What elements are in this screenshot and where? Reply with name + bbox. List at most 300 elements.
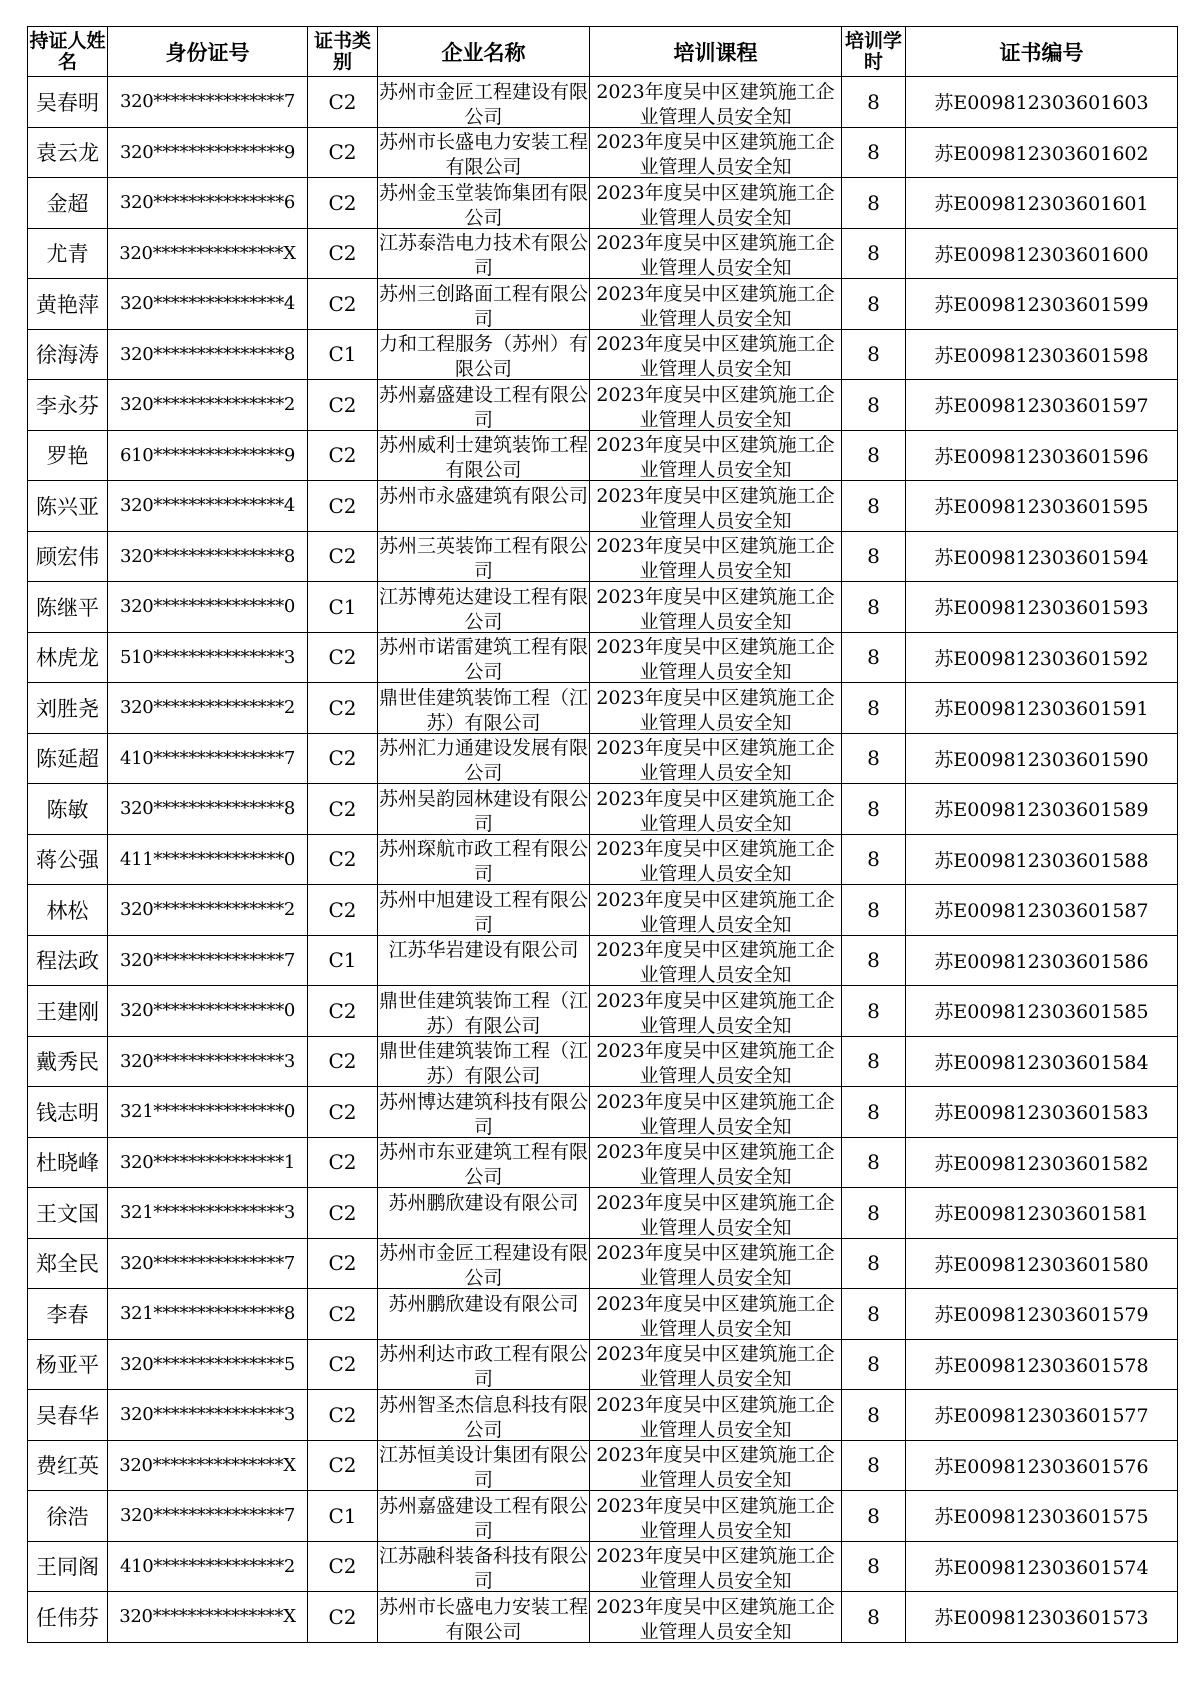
cell-cert-type: C2 bbox=[308, 127, 378, 178]
cell-company-text: 力和工程服务（苏州）有限公司 bbox=[378, 333, 588, 379]
cell-hours: 8 bbox=[842, 683, 906, 734]
cell-hours: 8 bbox=[842, 1440, 906, 1491]
cell-company-text: 苏州三英装饰工程有限公司 bbox=[378, 535, 588, 581]
table-row bbox=[28, 430, 1178, 481]
cell-cert-type: C2 bbox=[308, 784, 378, 835]
header-id-number: 身份证号 bbox=[108, 27, 308, 77]
cell-cert-no: 苏E009812303601593 bbox=[906, 582, 1178, 633]
header-cert-no: 证书编号 bbox=[906, 27, 1178, 77]
cell-company bbox=[378, 178, 590, 229]
cell-id-number: 320***************8 bbox=[108, 531, 308, 582]
cell-holder-name: 金超 bbox=[28, 178, 108, 229]
cell-id-number: 320***************7 bbox=[108, 77, 308, 128]
cell-course-text: 2023年度吴中区建筑施工企业管理人员安全知 bbox=[596, 838, 835, 884]
cell-company-text: 苏州三创路面工程有限公司 bbox=[378, 282, 588, 328]
cell-course-text: 2023年度吴中区建筑施工企业管理人员安全知 bbox=[596, 737, 835, 783]
table-row bbox=[28, 228, 1178, 279]
cell-company bbox=[378, 1188, 590, 1239]
cell-company bbox=[378, 784, 590, 835]
cell-holder-name: 李春 bbox=[28, 1289, 108, 1340]
table-row bbox=[28, 683, 1178, 734]
table-row bbox=[28, 885, 1178, 936]
cell-cert-type: C2 bbox=[308, 531, 378, 582]
cell-cert-type: C2 bbox=[308, 481, 378, 532]
cell-cert-type: C2 bbox=[308, 834, 378, 885]
cell-id-number: 320***************2 bbox=[108, 885, 308, 936]
cell-course bbox=[590, 1238, 842, 1289]
cell-company bbox=[378, 582, 590, 633]
cell-id-number: 320***************7 bbox=[108, 1238, 308, 1289]
cell-cert-no: 苏E009812303601603 bbox=[906, 77, 1178, 128]
cell-company-text: 苏州汇力通建设发展有限公司 bbox=[378, 737, 588, 783]
cell-holder-name: 任伟芬 bbox=[28, 1592, 108, 1643]
cell-holder-name: 徐浩 bbox=[28, 1491, 108, 1542]
cell-id-number: 320***************3 bbox=[108, 1390, 308, 1441]
cell-id-number: 320***************4 bbox=[108, 481, 308, 532]
cell-cert-no: 苏E009812303601594 bbox=[906, 531, 1178, 582]
cell-id-number: 411***************0 bbox=[108, 834, 308, 885]
cell-holder-name: 徐海涛 bbox=[28, 329, 108, 380]
cell-hours: 8 bbox=[842, 1087, 906, 1138]
table-row bbox=[28, 1339, 1178, 1390]
cell-course bbox=[590, 279, 842, 330]
cell-course bbox=[590, 935, 842, 986]
cell-cert-no: 苏E009812303601589 bbox=[906, 784, 1178, 835]
cell-course-text: 2023年度吴中区建筑施工企业管理人员安全知 bbox=[596, 1090, 835, 1136]
cell-company bbox=[378, 834, 590, 885]
table-row bbox=[28, 1087, 1178, 1138]
table-row bbox=[28, 178, 1178, 229]
cell-holder-name: 尤青 bbox=[28, 228, 108, 279]
cell-company-text: 苏州琛航市政工程有限公司 bbox=[378, 838, 588, 884]
cell-company bbox=[378, 632, 590, 683]
cell-cert-type: C2 bbox=[308, 1440, 378, 1491]
table-row bbox=[28, 935, 1178, 986]
cell-course-text: 2023年度吴中区建筑施工企业管理人员安全知 bbox=[596, 1040, 835, 1086]
cell-id-number: 321***************8 bbox=[108, 1289, 308, 1340]
cell-cert-type: C1 bbox=[308, 582, 378, 633]
cell-id-number: 320***************1 bbox=[108, 1137, 308, 1188]
cell-cert-no: 苏E009812303601597 bbox=[906, 380, 1178, 431]
header-row bbox=[28, 27, 1178, 77]
cell-cert-no: 苏E009812303601591 bbox=[906, 683, 1178, 734]
cell-holder-name: 蒋公强 bbox=[28, 834, 108, 885]
cell-hours: 8 bbox=[842, 1491, 906, 1542]
cell-holder-name: 王同阁 bbox=[28, 1541, 108, 1592]
cell-cert-no: 苏E009812303601586 bbox=[906, 935, 1178, 986]
cell-cert-type: C2 bbox=[308, 77, 378, 128]
cell-id-number: 320***************8 bbox=[108, 329, 308, 380]
cell-company-text: 苏州市诺雷建筑工程有限公司 bbox=[378, 636, 588, 682]
cell-hours: 8 bbox=[842, 127, 906, 178]
cell-course-text: 2023年度吴中区建筑施工企业管理人员安全知 bbox=[596, 383, 835, 429]
cell-hours: 8 bbox=[842, 531, 906, 582]
cell-hours: 8 bbox=[842, 430, 906, 481]
cell-course-text: 2023年度吴中区建筑施工企业管理人员安全知 bbox=[596, 181, 835, 227]
cell-course bbox=[590, 430, 842, 481]
cell-company bbox=[378, 1339, 590, 1390]
cell-holder-name: 程法政 bbox=[28, 935, 108, 986]
cell-course-text: 2023年度吴中区建筑施工企业管理人员安全知 bbox=[596, 636, 835, 682]
cell-id-number: 610***************9 bbox=[108, 430, 308, 481]
cell-holder-name: 郑全民 bbox=[28, 1238, 108, 1289]
cell-company-text: 苏州金玉堂装饰集团有限公司 bbox=[378, 181, 588, 227]
cell-course-text: 2023年度吴中区建筑施工企业管理人员安全知 bbox=[596, 1343, 835, 1389]
table-row bbox=[28, 986, 1178, 1037]
table-row bbox=[28, 1036, 1178, 1087]
cell-cert-no: 苏E009812303601580 bbox=[906, 1238, 1178, 1289]
cell-cert-type: C2 bbox=[308, 885, 378, 936]
cell-holder-name: 王文国 bbox=[28, 1188, 108, 1239]
cell-course-text: 2023年度吴中区建筑施工企业管理人员安全知 bbox=[596, 535, 835, 581]
cell-cert-type: C2 bbox=[308, 1188, 378, 1239]
cell-company-text: 苏州威利士建筑装饰工程有限公司 bbox=[378, 434, 588, 480]
cell-cert-no: 苏E009812303601583 bbox=[906, 1087, 1178, 1138]
cell-course-text: 2023年度吴中区建筑施工企业管理人员安全知 bbox=[596, 282, 835, 328]
cell-id-number: 320***************0 bbox=[108, 986, 308, 1037]
cell-holder-name: 顾宏伟 bbox=[28, 531, 108, 582]
cell-company bbox=[378, 1491, 590, 1542]
cell-company-text: 苏州智圣杰信息科技有限公司 bbox=[378, 1393, 588, 1439]
cell-company bbox=[378, 228, 590, 279]
table-row bbox=[28, 531, 1178, 582]
cell-course-text: 2023年度吴中区建筑施工企业管理人员安全知 bbox=[596, 1242, 835, 1288]
cell-hours: 8 bbox=[842, 1137, 906, 1188]
cell-hours: 8 bbox=[842, 228, 906, 279]
table-row bbox=[28, 1440, 1178, 1491]
table-row bbox=[28, 380, 1178, 431]
cell-cert-no: 苏E009812303601578 bbox=[906, 1339, 1178, 1390]
cell-company-text: 苏州市长盛电力安装工程有限公司 bbox=[378, 131, 588, 177]
header-hours: 培训学时 bbox=[842, 27, 906, 77]
cell-company-text: 苏州嘉盛建设工程有限公司 bbox=[378, 1494, 588, 1540]
cell-id-number: 320***************X bbox=[108, 1592, 308, 1643]
cell-cert-no: 苏E009812303601587 bbox=[906, 885, 1178, 936]
cell-hours: 8 bbox=[842, 481, 906, 532]
cell-course bbox=[590, 632, 842, 683]
cell-course-text: 2023年度吴中区建筑施工企业管理人员安全知 bbox=[596, 1595, 835, 1641]
cell-id-number: 410***************2 bbox=[108, 1541, 308, 1592]
cell-holder-name: 陈敏 bbox=[28, 784, 108, 835]
cell-course-text: 2023年度吴中区建筑施工企业管理人员安全知 bbox=[596, 888, 835, 934]
cell-company bbox=[378, 77, 590, 128]
cell-id-number: 320***************3 bbox=[108, 1036, 308, 1087]
cell-company bbox=[378, 935, 590, 986]
cell-company bbox=[378, 430, 590, 481]
cell-hours: 8 bbox=[842, 986, 906, 1037]
cell-holder-name: 吴春明 bbox=[28, 77, 108, 128]
cell-company bbox=[378, 683, 590, 734]
cell-cert-type: C2 bbox=[308, 1036, 378, 1087]
cell-company-text: 江苏泰浩电力技术有限公司 bbox=[378, 232, 588, 278]
cell-holder-name: 袁云龙 bbox=[28, 127, 108, 178]
cell-course-text: 2023年度吴中区建筑施工企业管理人员安全知 bbox=[596, 787, 835, 833]
cell-holder-name: 吴春华 bbox=[28, 1390, 108, 1441]
cell-cert-type: C2 bbox=[308, 1238, 378, 1289]
cell-course bbox=[590, 1541, 842, 1592]
cell-course bbox=[590, 1137, 842, 1188]
header-course: 培训课程 bbox=[590, 27, 842, 77]
cell-id-number: 320***************4 bbox=[108, 279, 308, 330]
cell-holder-name: 刘胜尧 bbox=[28, 683, 108, 734]
cell-cert-type: C2 bbox=[308, 632, 378, 683]
cell-hours: 8 bbox=[842, 1390, 906, 1441]
cell-company-text: 苏州吴韵园林建设有限公司 bbox=[378, 787, 588, 833]
table-row bbox=[28, 784, 1178, 835]
cell-course-text: 2023年度吴中区建筑施工企业管理人员安全知 bbox=[596, 484, 835, 530]
cell-company-text: 江苏博苑达建设工程有限公司 bbox=[378, 585, 588, 631]
cell-company bbox=[378, 481, 590, 532]
cell-cert-no: 苏E009812303601602 bbox=[906, 127, 1178, 178]
cell-course-text: 2023年度吴中区建筑施工企业管理人员安全知 bbox=[596, 1292, 835, 1338]
cell-company bbox=[378, 127, 590, 178]
cell-company-text: 苏州博达建筑科技有限公司 bbox=[378, 1090, 588, 1136]
cell-course-text: 2023年度吴中区建筑施工企业管理人员安全知 bbox=[596, 989, 835, 1035]
cell-hours: 8 bbox=[842, 784, 906, 835]
cell-hours: 8 bbox=[842, 279, 906, 330]
table-row bbox=[28, 1491, 1178, 1542]
cell-course-text: 2023年度吴中区建筑施工企业管理人员安全知 bbox=[596, 232, 835, 278]
cell-id-number: 320***************7 bbox=[108, 935, 308, 986]
table-row bbox=[28, 582, 1178, 633]
cell-company bbox=[378, 885, 590, 936]
cell-id-number: 320***************8 bbox=[108, 784, 308, 835]
certificate-roster-table bbox=[27, 26, 1178, 1643]
cell-course bbox=[590, 1390, 842, 1441]
cell-cert-no: 苏E009812303601584 bbox=[906, 1036, 1178, 1087]
cell-cert-type: C2 bbox=[308, 733, 378, 784]
cell-holder-name: 王建刚 bbox=[28, 986, 108, 1037]
table-row bbox=[28, 329, 1178, 380]
cell-hours: 8 bbox=[842, 77, 906, 128]
table-row bbox=[28, 632, 1178, 683]
cell-cert-no: 苏E009812303601590 bbox=[906, 733, 1178, 784]
cell-hours: 8 bbox=[842, 1541, 906, 1592]
cell-hours: 8 bbox=[842, 935, 906, 986]
cell-company bbox=[378, 329, 590, 380]
cell-company bbox=[378, 1541, 590, 1592]
cell-id-number: 410***************7 bbox=[108, 733, 308, 784]
cell-holder-name: 陈继平 bbox=[28, 582, 108, 633]
cell-hours: 8 bbox=[842, 380, 906, 431]
cell-holder-name: 罗艳 bbox=[28, 430, 108, 481]
table-row bbox=[28, 1238, 1178, 1289]
cell-company-text: 鼎世佳建筑装饰工程（江苏）有限公司 bbox=[378, 1040, 588, 1086]
cell-course-text: 2023年度吴中区建筑施工企业管理人员安全知 bbox=[596, 434, 835, 480]
cell-course bbox=[590, 1592, 842, 1643]
cell-hours: 8 bbox=[842, 1238, 906, 1289]
cell-cert-type: C2 bbox=[308, 1137, 378, 1188]
cell-cert-no: 苏E009812303601592 bbox=[906, 632, 1178, 683]
table-row bbox=[28, 1541, 1178, 1592]
cell-course bbox=[590, 834, 842, 885]
cell-course bbox=[590, 1036, 842, 1087]
table-row bbox=[28, 481, 1178, 532]
cell-course-text: 2023年度吴中区建筑施工企业管理人员安全知 bbox=[596, 1393, 835, 1439]
cell-course bbox=[590, 1491, 842, 1542]
cell-cert-type: C1 bbox=[308, 329, 378, 380]
cell-company bbox=[378, 1390, 590, 1441]
cell-id-number: 320***************2 bbox=[108, 380, 308, 431]
cell-course bbox=[590, 784, 842, 835]
cell-hours: 8 bbox=[842, 1036, 906, 1087]
cell-course bbox=[590, 178, 842, 229]
cell-company-text: 苏州市金匠工程建设有限公司 bbox=[378, 80, 588, 126]
cell-cert-type: C2 bbox=[308, 380, 378, 431]
cell-course bbox=[590, 380, 842, 431]
cell-course bbox=[590, 329, 842, 380]
table-row bbox=[28, 1390, 1178, 1441]
cell-course bbox=[590, 1087, 842, 1138]
cell-course-text: 2023年度吴中区建筑施工企业管理人员安全知 bbox=[596, 131, 835, 177]
cell-company bbox=[378, 1289, 590, 1340]
cell-company-text: 苏州鹏欣建设有限公司 bbox=[388, 1191, 579, 1214]
cell-company-text: 苏州中旭建设工程有限公司 bbox=[378, 888, 588, 934]
cell-hours: 8 bbox=[842, 834, 906, 885]
cell-company bbox=[378, 1137, 590, 1188]
cell-id-number: 320***************X bbox=[108, 1440, 308, 1491]
cell-course-text: 2023年度吴中区建筑施工企业管理人员安全知 bbox=[596, 1494, 835, 1540]
cell-course bbox=[590, 531, 842, 582]
cell-cert-no: 苏E009812303601596 bbox=[906, 430, 1178, 481]
cell-company bbox=[378, 1036, 590, 1087]
cell-company bbox=[378, 1087, 590, 1138]
cell-course bbox=[590, 885, 842, 936]
cell-hours: 8 bbox=[842, 178, 906, 229]
cell-company bbox=[378, 986, 590, 1037]
cell-company-text: 苏州市长盛电力安装工程有限公司 bbox=[378, 1595, 588, 1641]
cell-cert-no: 苏E009812303601575 bbox=[906, 1491, 1178, 1542]
table-row bbox=[28, 1137, 1178, 1188]
cell-company-text: 苏州鹏欣建设有限公司 bbox=[388, 1292, 579, 1315]
cell-cert-no: 苏E009812303601601 bbox=[906, 178, 1178, 229]
cell-cert-type: C2 bbox=[308, 1339, 378, 1390]
cell-cert-type: C2 bbox=[308, 1087, 378, 1138]
cell-cert-no: 苏E009812303601582 bbox=[906, 1137, 1178, 1188]
cell-company-text: 苏州利达市政工程有限公司 bbox=[378, 1343, 588, 1389]
cell-cert-type: C2 bbox=[308, 683, 378, 734]
cell-id-number: 320***************5 bbox=[108, 1339, 308, 1390]
cell-holder-name: 杜晓峰 bbox=[28, 1137, 108, 1188]
cell-cert-type: C2 bbox=[308, 279, 378, 330]
cell-cert-no: 苏E009812303601598 bbox=[906, 329, 1178, 380]
cell-company bbox=[378, 279, 590, 330]
cell-course bbox=[590, 77, 842, 128]
cell-cert-no: 苏E009812303601574 bbox=[906, 1541, 1178, 1592]
cell-cert-type: C2 bbox=[308, 1592, 378, 1643]
cell-company bbox=[378, 733, 590, 784]
cell-course bbox=[590, 986, 842, 1037]
cell-company-text: 鼎世佳建筑装饰工程（江苏）有限公司 bbox=[378, 686, 588, 732]
cell-id-number: 320***************X bbox=[108, 228, 308, 279]
cell-company-text: 鼎世佳建筑装饰工程（江苏）有限公司 bbox=[378, 989, 588, 1035]
cell-course-text: 2023年度吴中区建筑施工企业管理人员安全知 bbox=[596, 80, 835, 126]
cell-id-number: 321***************3 bbox=[108, 1188, 308, 1239]
header-cert-type: 证书类别 bbox=[308, 27, 378, 77]
cell-cert-no: 苏E009812303601599 bbox=[906, 279, 1178, 330]
cell-company bbox=[378, 380, 590, 431]
cell-holder-name: 林松 bbox=[28, 885, 108, 936]
cell-course bbox=[590, 1188, 842, 1239]
cell-hours: 8 bbox=[842, 1339, 906, 1390]
cell-holder-name: 黄艳萍 bbox=[28, 279, 108, 330]
table-row bbox=[28, 127, 1178, 178]
cell-course-text: 2023年度吴中区建筑施工企业管理人员安全知 bbox=[596, 1191, 835, 1237]
cell-company-text: 苏州嘉盛建设工程有限公司 bbox=[378, 383, 588, 429]
cell-course bbox=[590, 582, 842, 633]
cell-company-text: 江苏恒美设计集团有限公司 bbox=[378, 1444, 588, 1490]
table-row bbox=[28, 834, 1178, 885]
cell-holder-name: 戴秀民 bbox=[28, 1036, 108, 1087]
cell-company-text: 苏州市金匠工程建设有限公司 bbox=[378, 1242, 588, 1288]
cell-id-number: 320***************9 bbox=[108, 127, 308, 178]
table-header bbox=[28, 27, 1178, 77]
cell-cert-no: 苏E009812303601577 bbox=[906, 1390, 1178, 1441]
table-body bbox=[28, 77, 1178, 1643]
cell-course bbox=[590, 481, 842, 532]
cell-company bbox=[378, 1440, 590, 1491]
cell-hours: 8 bbox=[842, 1592, 906, 1643]
cell-course bbox=[590, 127, 842, 178]
table-row bbox=[28, 1592, 1178, 1643]
cell-cert-no: 苏E009812303601576 bbox=[906, 1440, 1178, 1491]
cell-company bbox=[378, 1238, 590, 1289]
cell-holder-name: 费红英 bbox=[28, 1440, 108, 1491]
cell-company-text: 江苏华岩建设有限公司 bbox=[388, 939, 579, 962]
cell-company bbox=[378, 1592, 590, 1643]
cell-cert-type: C2 bbox=[308, 1541, 378, 1592]
cell-id-number: 321***************0 bbox=[108, 1087, 308, 1138]
cell-id-number: 320***************0 bbox=[108, 582, 308, 633]
cell-cert-no: 苏E009812303601581 bbox=[906, 1188, 1178, 1239]
cell-holder-name: 陈兴亚 bbox=[28, 481, 108, 532]
table-row bbox=[28, 1188, 1178, 1239]
cell-id-number: 320***************7 bbox=[108, 1491, 308, 1542]
cell-hours: 8 bbox=[842, 329, 906, 380]
cell-cert-no: 苏E009812303601585 bbox=[906, 986, 1178, 1037]
cell-id-number: 320***************2 bbox=[108, 683, 308, 734]
cell-course-text: 2023年度吴中区建筑施工企业管理人员安全知 bbox=[596, 939, 835, 985]
cell-holder-name: 杨亚平 bbox=[28, 1339, 108, 1390]
cell-holder-name: 陈延超 bbox=[28, 733, 108, 784]
cell-holder-name: 钱志明 bbox=[28, 1087, 108, 1138]
cell-course-text: 2023年度吴中区建筑施工企业管理人员安全知 bbox=[596, 333, 835, 379]
cell-course bbox=[590, 1440, 842, 1491]
cell-hours: 8 bbox=[842, 1188, 906, 1239]
cell-company bbox=[378, 531, 590, 582]
cell-course bbox=[590, 733, 842, 784]
cell-hours: 8 bbox=[842, 582, 906, 633]
cell-cert-type: C1 bbox=[308, 1491, 378, 1542]
cell-cert-no: 苏E009812303601595 bbox=[906, 481, 1178, 532]
cell-course-text: 2023年度吴中区建筑施工企业管理人员安全知 bbox=[596, 1545, 835, 1591]
cell-course bbox=[590, 1339, 842, 1390]
cell-id-number: 320***************6 bbox=[108, 178, 308, 229]
cell-cert-no: 苏E009812303601573 bbox=[906, 1592, 1178, 1643]
cell-course-text: 2023年度吴中区建筑施工企业管理人员安全知 bbox=[596, 686, 835, 732]
table-row bbox=[28, 1289, 1178, 1340]
cell-course-text: 2023年度吴中区建筑施工企业管理人员安全知 bbox=[596, 585, 835, 631]
cell-id-number: 510***************3 bbox=[108, 632, 308, 683]
cell-course-text: 2023年度吴中区建筑施工企业管理人员安全知 bbox=[596, 1141, 835, 1187]
cell-cert-no: 苏E009812303601588 bbox=[906, 834, 1178, 885]
cell-hours: 8 bbox=[842, 733, 906, 784]
cell-course-text: 2023年度吴中区建筑施工企业管理人员安全知 bbox=[596, 1444, 835, 1490]
cell-holder-name: 李永芬 bbox=[28, 380, 108, 431]
cell-course bbox=[590, 683, 842, 734]
cell-course bbox=[590, 1289, 842, 1340]
cell-cert-type: C2 bbox=[308, 430, 378, 481]
